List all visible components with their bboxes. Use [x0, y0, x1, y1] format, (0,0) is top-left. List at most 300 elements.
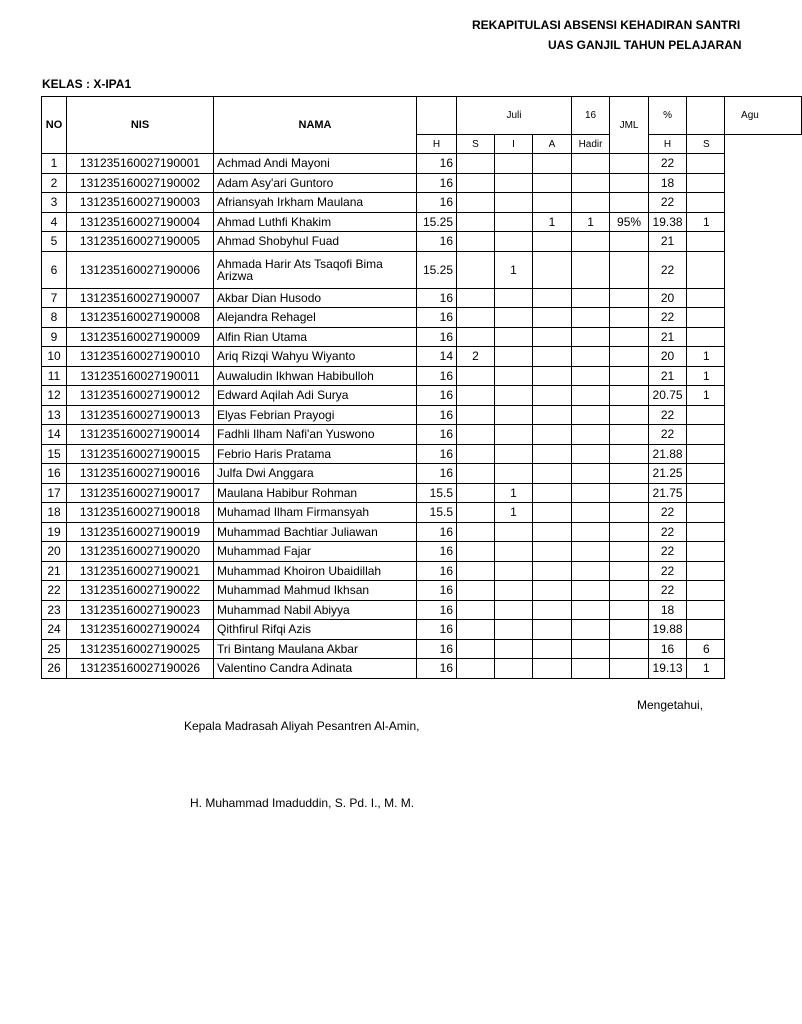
row-s-agustus [687, 561, 725, 581]
row-no: 24 [42, 620, 67, 640]
row-h: 16 [417, 232, 457, 252]
row-s [457, 444, 495, 464]
row-h-agustus: 22 [649, 154, 687, 174]
row-no: 10 [42, 347, 67, 367]
row-s [457, 386, 495, 406]
row-s-agustus [687, 193, 725, 213]
table-row [42, 483, 802, 503]
row-i [495, 425, 533, 445]
row-nis: 131235160027190002 [67, 173, 214, 193]
row-jml [572, 347, 610, 367]
header-nama: NAMA [214, 97, 417, 154]
row-no: 1 [42, 154, 67, 174]
table-row [42, 347, 802, 367]
row-h-agustus: 20 [649, 288, 687, 308]
row-s: 2 [457, 347, 495, 367]
row-name: Alejandra Rehagel [214, 308, 417, 328]
row-h: 16 [417, 308, 457, 328]
row-no: 9 [42, 327, 67, 347]
header-a: A [533, 135, 572, 154]
row-name: Ahmad Luthfi Khakim [214, 212, 417, 232]
row-a [533, 620, 572, 640]
row-s [457, 581, 495, 601]
row-i [495, 173, 533, 193]
row-jml [572, 542, 610, 562]
row-no: 6 [42, 251, 67, 288]
row-a [533, 581, 572, 601]
row-s [457, 425, 495, 445]
row-no: 8 [42, 308, 67, 328]
row-no: 2 [42, 173, 67, 193]
row-h: 16 [417, 620, 457, 640]
row-h-agustus: 22 [649, 542, 687, 562]
row-i [495, 659, 533, 679]
row-percent: 95% [610, 212, 649, 232]
row-i [495, 464, 533, 484]
row-a [533, 464, 572, 484]
row-s [457, 232, 495, 252]
table-row [42, 620, 802, 640]
row-jml [572, 232, 610, 252]
table-row [42, 327, 802, 347]
row-i [495, 288, 533, 308]
row-nis: 131235160027190020 [67, 542, 214, 562]
row-s [457, 308, 495, 328]
header-i: I [495, 135, 533, 154]
row-nis: 131235160027190019 [67, 522, 214, 542]
row-h-agustus: 21 [649, 232, 687, 252]
row-percent [610, 193, 649, 213]
row-no: 7 [42, 288, 67, 308]
table-row [42, 581, 802, 601]
row-s [457, 483, 495, 503]
row-nis: 131235160027190024 [67, 620, 214, 640]
row-no: 14 [42, 425, 67, 445]
header-h: H [417, 135, 457, 154]
table-row [42, 522, 802, 542]
row-h-agustus: 21 [649, 366, 687, 386]
row-i [495, 405, 533, 425]
row-s-agustus [687, 542, 725, 562]
row-jml [572, 386, 610, 406]
row-jml [572, 425, 610, 445]
row-jml [572, 288, 610, 308]
row-jml [572, 522, 610, 542]
row-name: Muhammad Khoiron Ubaidillah [214, 561, 417, 581]
header-month-juli: Juli [457, 97, 572, 135]
header-s: S [457, 135, 495, 154]
row-jml [572, 503, 610, 523]
row-s [457, 542, 495, 562]
table-row [42, 444, 802, 464]
row-s [457, 173, 495, 193]
row-s [457, 639, 495, 659]
row-i: 1 [495, 503, 533, 523]
row-h: 16 [417, 639, 457, 659]
table-row [42, 193, 802, 213]
row-s [457, 193, 495, 213]
row-s-agustus [687, 483, 725, 503]
row-h-agustus: 20 [649, 347, 687, 367]
table-row [42, 288, 802, 308]
row-name: Alfin Rian Utama [214, 327, 417, 347]
row-percent [610, 639, 649, 659]
row-i [495, 347, 533, 367]
row-s-agustus [687, 251, 725, 288]
row-no: 23 [42, 600, 67, 620]
row-a [533, 308, 572, 328]
row-i [495, 232, 533, 252]
row-a [533, 639, 572, 659]
row-s-agustus: 1 [687, 347, 725, 367]
row-name: Ahmada Harir Ats Tsaqofi Bima Arizwa [214, 251, 417, 288]
row-percent [610, 464, 649, 484]
row-name: Akbar Dian Husodo [214, 288, 417, 308]
row-percent [610, 522, 649, 542]
row-percent [610, 581, 649, 601]
row-jml [572, 173, 610, 193]
row-h: 16 [417, 288, 457, 308]
row-a [533, 659, 572, 679]
row-nis: 131235160027190004 [67, 212, 214, 232]
row-jml [572, 405, 610, 425]
row-s [457, 327, 495, 347]
row-percent [610, 620, 649, 640]
row-h: 15.5 [417, 483, 457, 503]
row-percent [610, 288, 649, 308]
table-row [42, 639, 802, 659]
table-row [42, 173, 802, 193]
row-percent [610, 251, 649, 288]
row-nis: 131235160027190014 [67, 425, 214, 445]
row-no: 25 [42, 639, 67, 659]
class-label: KELAS : X-IPA1 [42, 77, 132, 91]
row-s [457, 366, 495, 386]
row-name: Tri Bintang Maulana Akbar [214, 639, 417, 659]
row-h-agustus: 18 [649, 173, 687, 193]
row-s-agustus [687, 308, 725, 328]
row-name: Febrio Haris Pratama [214, 444, 417, 464]
row-h: 16 [417, 425, 457, 445]
row-no: 20 [42, 542, 67, 562]
row-name: Auwaludin Ikhwan Habibulloh [214, 366, 417, 386]
row-i [495, 600, 533, 620]
row-s [457, 251, 495, 288]
row-h: 16 [417, 522, 457, 542]
row-s-agustus [687, 173, 725, 193]
row-h: 16 [417, 405, 457, 425]
row-h: 16 [417, 193, 457, 213]
row-h: 16 [417, 464, 457, 484]
row-s [457, 503, 495, 523]
row-h-agustus: 22 [649, 251, 687, 288]
row-h-agustus: 19.13 [649, 659, 687, 679]
row-nis: 131235160027190025 [67, 639, 214, 659]
row-name: Valentino Candra Adinata [214, 659, 417, 679]
row-a [533, 327, 572, 347]
row-s-agustus: 1 [687, 212, 725, 232]
row-h: 16 [417, 386, 457, 406]
header-nis: NIS [67, 97, 214, 154]
header-hadir: Hadir [572, 135, 610, 154]
row-h-agustus: 21 [649, 327, 687, 347]
row-nis: 131235160027190023 [67, 600, 214, 620]
header-no: NO [42, 97, 67, 154]
row-nis: 131235160027190011 [67, 366, 214, 386]
row-percent [610, 659, 649, 679]
row-s [457, 600, 495, 620]
row-i [495, 522, 533, 542]
attendance-table [41, 96, 802, 679]
row-s-agustus [687, 288, 725, 308]
header-blank-2 [687, 97, 725, 135]
row-s-agustus [687, 503, 725, 523]
row-a: 1 [533, 212, 572, 232]
row-h: 14 [417, 347, 457, 367]
row-h-agustus: 20.75 [649, 386, 687, 406]
row-percent [610, 366, 649, 386]
row-s-agustus [687, 405, 725, 425]
row-h-agustus: 19.38 [649, 212, 687, 232]
row-no: 16 [42, 464, 67, 484]
headmaster-title: Kepala Madrasah Aliyah Pesantren Al-Amin, [184, 719, 420, 733]
table-row [42, 212, 802, 232]
row-percent [610, 327, 649, 347]
row-s-agustus [687, 600, 725, 620]
row-jml [572, 483, 610, 503]
row-no: 26 [42, 659, 67, 679]
row-s [457, 620, 495, 640]
row-i [495, 154, 533, 174]
report-subtitle: UAS GANJIL TAHUN PELAJARAN [548, 38, 742, 52]
row-percent [610, 173, 649, 193]
row-h: 16 [417, 154, 457, 174]
row-percent [610, 386, 649, 406]
row-nis: 131235160027190017 [67, 483, 214, 503]
row-a [533, 154, 572, 174]
row-h: 16 [417, 327, 457, 347]
row-percent [610, 154, 649, 174]
table-row [42, 561, 802, 581]
row-i [495, 386, 533, 406]
row-nis: 131235160027190009 [67, 327, 214, 347]
table-row [42, 366, 802, 386]
row-no: 3 [42, 193, 67, 213]
row-h-agustus: 22 [649, 503, 687, 523]
row-jml [572, 581, 610, 601]
row-s [457, 659, 495, 679]
table-row [42, 659, 802, 679]
row-s [457, 288, 495, 308]
row-percent [610, 425, 649, 445]
row-a [533, 288, 572, 308]
row-nis: 131235160027190016 [67, 464, 214, 484]
row-i: 1 [495, 483, 533, 503]
row-nis: 131235160027190018 [67, 503, 214, 523]
row-s-agustus [687, 464, 725, 484]
row-i [495, 639, 533, 659]
row-percent [610, 308, 649, 328]
table-row [42, 503, 802, 523]
row-jml [572, 639, 610, 659]
row-s [457, 522, 495, 542]
row-h-agustus: 22 [649, 308, 687, 328]
row-nis: 131235160027190010 [67, 347, 214, 367]
row-nis: 131235160027190021 [67, 561, 214, 581]
row-no: 13 [42, 405, 67, 425]
row-no: 11 [42, 366, 67, 386]
table-row [42, 154, 802, 174]
row-nis: 131235160027190022 [67, 581, 214, 601]
row-i: 1 [495, 251, 533, 288]
row-jml [572, 366, 610, 386]
attendance-table-wrapper [41, 96, 759, 678]
row-s-agustus [687, 425, 725, 445]
table-row [42, 232, 802, 252]
row-h-agustus: 22 [649, 405, 687, 425]
row-s-agustus [687, 522, 725, 542]
row-h: 16 [417, 366, 457, 386]
row-percent [610, 483, 649, 503]
table-row [42, 405, 802, 425]
row-jml [572, 561, 610, 581]
row-name: Adam Asy'ari Guntoro [214, 173, 417, 193]
row-s [457, 405, 495, 425]
row-h-agustus: 18 [649, 600, 687, 620]
row-a [533, 483, 572, 503]
row-s [457, 154, 495, 174]
row-percent [610, 444, 649, 464]
row-s-agustus: 1 [687, 366, 725, 386]
row-name: Julfa Dwi Anggara [214, 464, 417, 484]
row-a [533, 561, 572, 581]
row-name: Achmad Andi Mayoni [214, 154, 417, 174]
row-jml [572, 154, 610, 174]
row-s [457, 464, 495, 484]
row-name: Muhammad Fajar [214, 542, 417, 562]
row-s [457, 212, 495, 232]
row-jml [572, 659, 610, 679]
row-name: Fadhli Ilham Nafi'an Yuswono [214, 425, 417, 445]
row-no: 15 [42, 444, 67, 464]
row-i [495, 308, 533, 328]
row-a [533, 251, 572, 288]
row-jml [572, 600, 610, 620]
row-a [533, 347, 572, 367]
row-jml [572, 620, 610, 640]
table-row [42, 251, 802, 288]
table-row [42, 542, 802, 562]
row-i [495, 444, 533, 464]
row-a [533, 386, 572, 406]
row-a [533, 232, 572, 252]
row-s-agustus: 1 [687, 659, 725, 679]
row-nis: 131235160027190008 [67, 308, 214, 328]
row-name: Muhamad Ilham Firmansyah [214, 503, 417, 523]
row-nis: 131235160027190005 [67, 232, 214, 252]
row-h-agustus: 16 [649, 639, 687, 659]
table-row [42, 308, 802, 328]
row-h: 16 [417, 444, 457, 464]
row-nis: 131235160027190026 [67, 659, 214, 679]
headmaster-name: H. Muhammad Imaduddin, S. Pd. I., M. M. [190, 796, 415, 810]
row-percent [610, 347, 649, 367]
row-h-agustus: 19.88 [649, 620, 687, 640]
row-h: 15.5 [417, 503, 457, 523]
row-h: 16 [417, 659, 457, 679]
row-h: 16 [417, 600, 457, 620]
row-h-agustus: 21.88 [649, 444, 687, 464]
row-percent [610, 542, 649, 562]
row-name: Muhammad Mahmud Ikhsan [214, 581, 417, 601]
header-days: 16 [572, 97, 610, 135]
table-row [42, 386, 802, 406]
row-i [495, 561, 533, 581]
row-no: 5 [42, 232, 67, 252]
row-h-agustus: 21.25 [649, 464, 687, 484]
row-h: 16 [417, 173, 457, 193]
row-percent [610, 503, 649, 523]
row-percent [610, 405, 649, 425]
row-nis: 131235160027190007 [67, 288, 214, 308]
row-nis: 131235160027190012 [67, 386, 214, 406]
row-a [533, 425, 572, 445]
row-no: 18 [42, 503, 67, 523]
table-row [42, 600, 802, 620]
row-h: 16 [417, 581, 457, 601]
row-h: 16 [417, 561, 457, 581]
row-s-agustus [687, 620, 725, 640]
header-s-2: S [687, 135, 725, 154]
row-nis: 131235160027190001 [67, 154, 214, 174]
row-jml [572, 251, 610, 288]
row-s [457, 561, 495, 581]
header-percent: % [649, 97, 687, 135]
row-no: 22 [42, 581, 67, 601]
header-jml: JML [610, 97, 649, 154]
row-jml [572, 327, 610, 347]
row-a [533, 503, 572, 523]
acknowledged-label: Mengetahui, [637, 698, 704, 712]
row-a [533, 193, 572, 213]
row-a [533, 366, 572, 386]
row-a [533, 405, 572, 425]
row-h-agustus: 22 [649, 193, 687, 213]
row-s-agustus [687, 444, 725, 464]
row-jml [572, 193, 610, 213]
row-name: Muhammad Nabil Abiyya [214, 600, 417, 620]
row-s-agustus [687, 154, 725, 174]
row-percent [610, 232, 649, 252]
row-name: Edward Aqilah Adi Surya [214, 386, 417, 406]
attendance-rows [42, 154, 802, 679]
row-s-agustus [687, 581, 725, 601]
row-h-agustus: 22 [649, 425, 687, 445]
row-nis: 131235160027190006 [67, 251, 214, 288]
row-jml: 1 [572, 212, 610, 232]
row-s-agustus: 6 [687, 639, 725, 659]
row-name: Ariq Rizqi Wahyu Wiyanto [214, 347, 417, 367]
row-i [495, 620, 533, 640]
row-no: 21 [42, 561, 67, 581]
row-nis: 131235160027190015 [67, 444, 214, 464]
row-name: Ahmad Shobyhul Fuad [214, 232, 417, 252]
row-a [533, 522, 572, 542]
row-i [495, 327, 533, 347]
row-a [533, 444, 572, 464]
row-no: 4 [42, 212, 67, 232]
row-h-agustus: 21.75 [649, 483, 687, 503]
